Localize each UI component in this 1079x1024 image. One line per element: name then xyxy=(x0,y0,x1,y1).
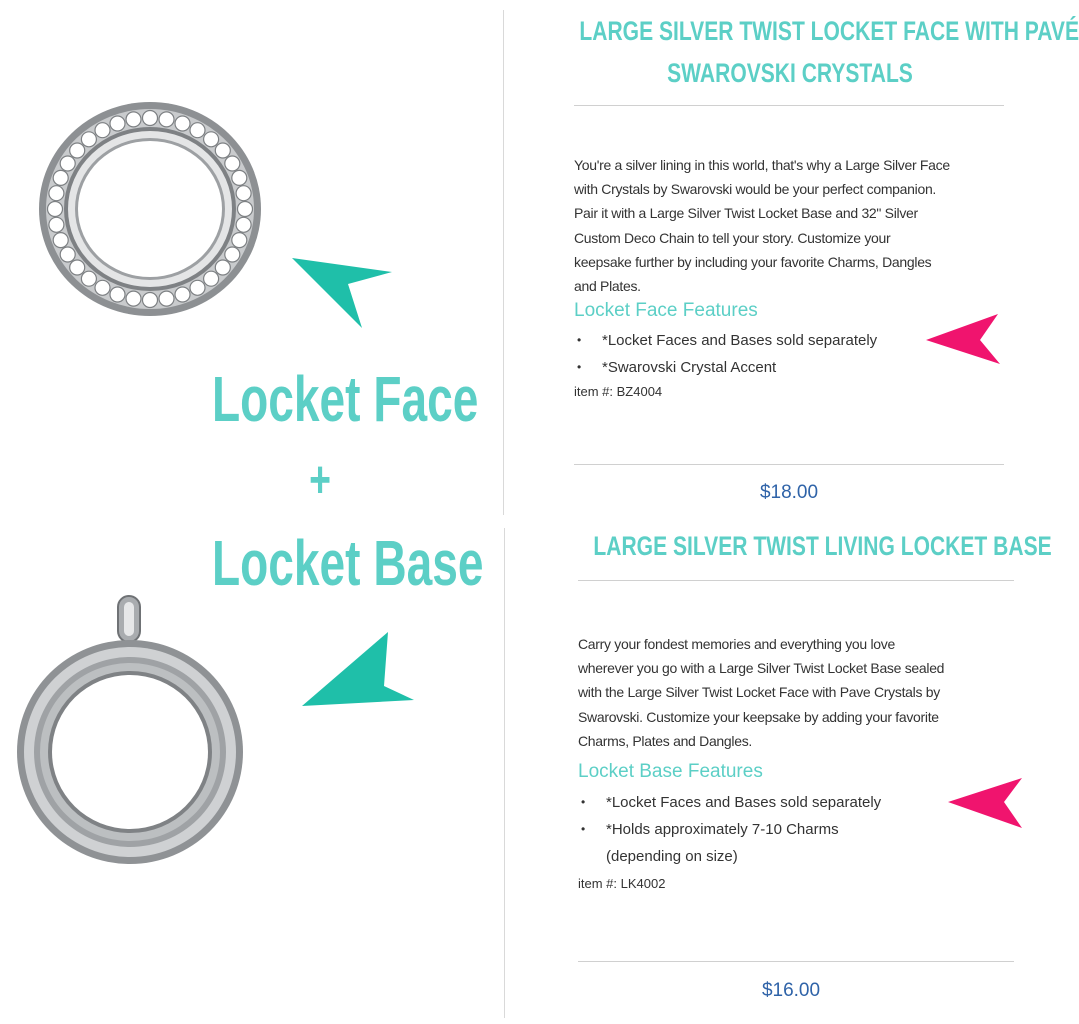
divider xyxy=(574,105,1004,106)
crystal-stone xyxy=(215,143,230,158)
crystal-stone xyxy=(159,291,174,306)
crystal-stone xyxy=(70,143,85,158)
locket-face-label: Locket Face xyxy=(212,363,479,435)
plus-sign: + xyxy=(309,451,331,509)
list-item: • *Locket Faces and Bases sold separately xyxy=(574,327,877,354)
crystal-stone xyxy=(126,291,141,306)
item-number: item #: LK4002 xyxy=(578,876,666,891)
list-item: (depending on size) xyxy=(606,848,738,865)
crystal-stone xyxy=(49,217,64,232)
arrow-icon xyxy=(290,252,394,330)
crystal-stone xyxy=(53,170,68,185)
features-heading: Locket Face Features xyxy=(574,300,758,321)
crystal-stone xyxy=(48,202,63,217)
crystal-stone xyxy=(215,260,230,275)
price: $16.00 xyxy=(761,980,821,1001)
price: $18.00 xyxy=(759,482,819,503)
crystal-stone xyxy=(110,116,125,131)
crystal-stone xyxy=(232,233,247,248)
locket-face-image xyxy=(38,100,262,318)
product-title: LARGE SILVER TWIST LIVING LOCKET BASE xyxy=(593,531,1052,561)
crystal-stone xyxy=(143,293,158,308)
arrow-icon xyxy=(924,312,1002,366)
divider xyxy=(578,961,1014,962)
item-number: item #: BZ4004 xyxy=(574,384,663,399)
column-divider xyxy=(503,10,504,515)
crystal-stone xyxy=(236,217,251,232)
divider xyxy=(574,464,1004,465)
features-heading: Locket Base Features xyxy=(578,761,763,782)
crystal-stone xyxy=(232,170,247,185)
crystal-stone xyxy=(95,280,110,295)
list-item: • *Holds approximately 7-10 Charms xyxy=(578,816,881,843)
crystal-stone xyxy=(60,247,75,262)
crystal-stone xyxy=(70,260,85,275)
crystal-stone xyxy=(190,280,205,295)
product-title: LARGE SILVER TWIST LOCKET FACE WITH PAVÉ xyxy=(579,16,1079,46)
crystal-stone xyxy=(81,271,96,286)
list-item: • *Locket Faces and Bases sold separately xyxy=(578,789,881,816)
crystal-stone xyxy=(126,112,141,127)
crystal-stone xyxy=(60,156,75,171)
product-title: SWAROVSKI CRYSTALS xyxy=(667,58,913,88)
locket-base-image xyxy=(14,592,246,882)
arrow-icon xyxy=(300,630,416,710)
crystal-stone xyxy=(110,287,125,302)
crystal-stone xyxy=(204,271,219,286)
crystal-stone xyxy=(175,116,190,131)
crystal-stone xyxy=(204,132,219,147)
features-list xyxy=(578,789,881,870)
features-list xyxy=(574,327,877,381)
crystal-stone xyxy=(236,186,251,201)
product-description: You're a silver lining in this world, that's why a Large Silver Face with Crystals by Swarovski would be your perfect companion. Pair it with a Large Silver Twist Locket Base and 32" Silver Custom Deco Chain to tell your story. Customize your keepsake further by including your favorite Charms, Dangles and Plates. xyxy=(574,157,950,295)
crystal-stone xyxy=(159,112,174,127)
product-description: Carry your fondest memories and everything you love wherever you go with a Large Silver Twist Locket Base sealed with the Large Silver Twist Locket Face with Pave Crystals by Swarovski. Customize your keepsake by adding your favorite Charms, Plates and Dangles. xyxy=(578,636,945,749)
locket-base-label: Locket Base xyxy=(212,527,484,599)
crystal-stone xyxy=(53,233,68,248)
column-divider xyxy=(504,528,505,1018)
list-item: • *Swarovski Crystal Accent xyxy=(574,354,877,381)
crystal-stone xyxy=(190,123,205,138)
crystal-stone xyxy=(225,247,240,262)
crystal-stone xyxy=(81,132,96,147)
crystal-stone xyxy=(238,202,253,217)
crystal-stone xyxy=(225,156,240,171)
crystal-stone xyxy=(49,186,64,201)
arrow-icon xyxy=(946,776,1024,830)
divider xyxy=(578,580,1014,581)
crystal-stone xyxy=(175,287,190,302)
crystal-stone xyxy=(95,123,110,138)
crystal-stone xyxy=(143,111,158,126)
